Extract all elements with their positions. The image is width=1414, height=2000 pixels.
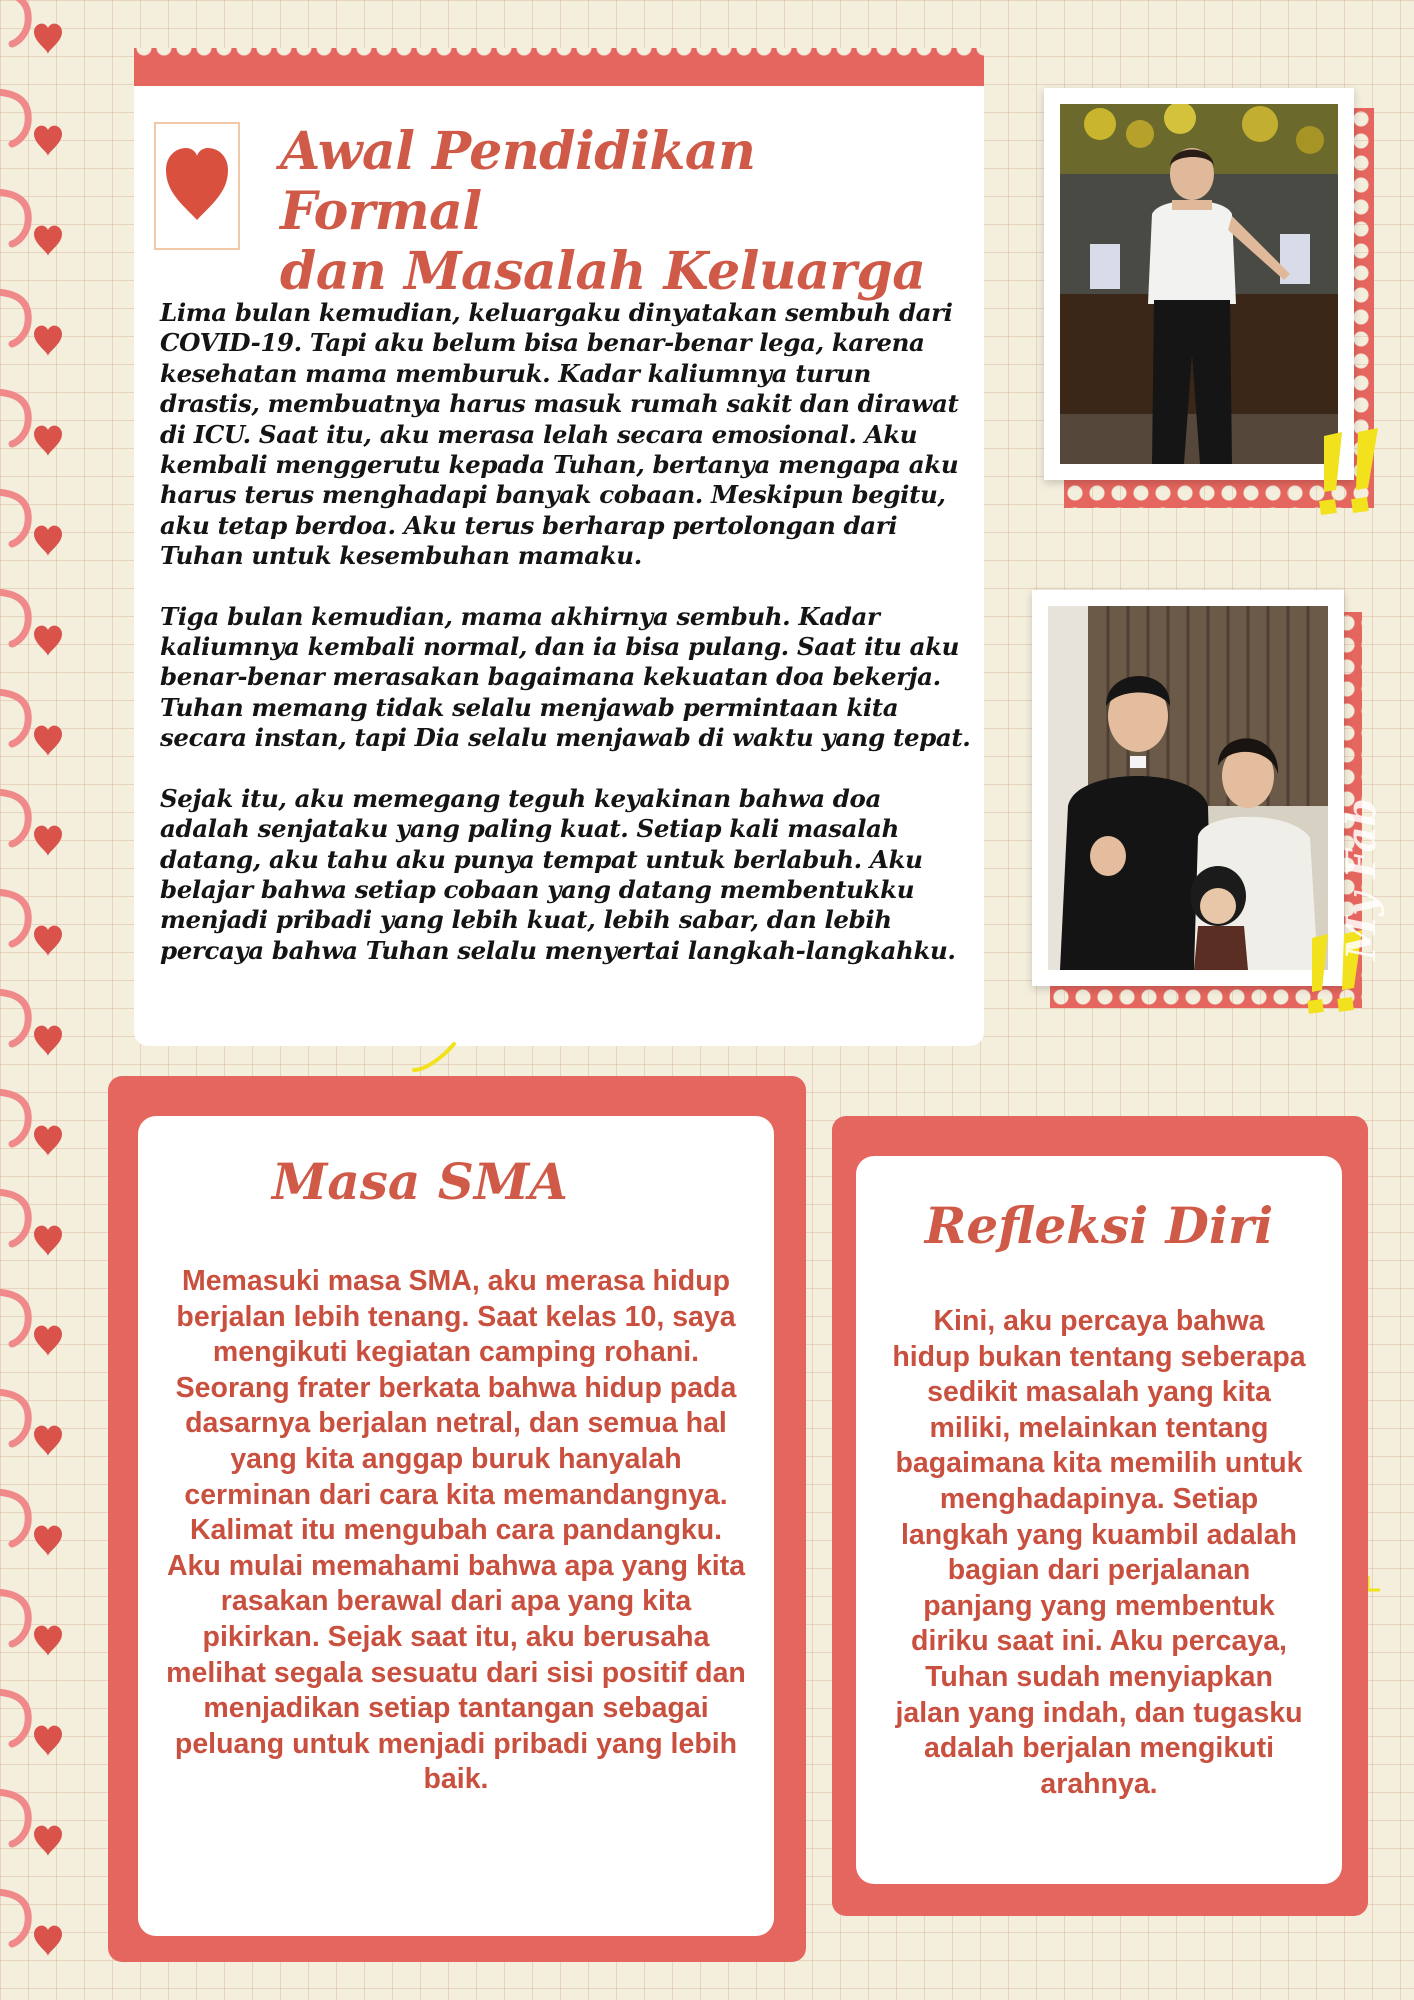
yellow-mark-doodle xyxy=(1366,1572,1382,1594)
main-story-card xyxy=(134,48,984,1046)
story-body xyxy=(160,298,972,996)
sma-title: Masa SMA xyxy=(272,1152,568,1211)
card-scallop-edge xyxy=(134,48,984,62)
sma-section xyxy=(108,1076,806,1962)
title-line-2: dan Masalah Keluarga xyxy=(280,241,926,302)
story-paragraph-2: Tiga bulan kemudian, mama akhirnya sembuh. Kadar kaliumnya kembali normal, dan ia bisa pulang. Saat itu aku benar-benar merasakan bagaimana kekuatan doa bekerja. Tuhan memang tidak selalu menjawab permintaan kita secara instan, tapi Dia selalu menjawab di waktu yang tepat. xyxy=(160,601,971,753)
yellow-squiggle-doodle xyxy=(410,1040,460,1076)
photo-2-image xyxy=(1048,606,1328,970)
sma-text: Memasuki masa SMA, aku merasa hidup berjalan lebih tenang. Saat kelas 10, saya mengikuti kegiatan camping rohani. Seorang frater berkata bahwa hidup pada dasarnya berjalan netral, dan semua hal yang kita anggap buruk hanyalah cerminan dari cara kita memandangnya. Kalimat itu mengubah cara pandangku. Aku mulai memahami bahwa apa yang kita rasakan berawal dari apa yang kita pikirkan. Sejak saat itu, aku berusaha melihat segala sesuatu dari sisi positif dan menjadikan setiap tantangan sebagai peluang untuk menjadi pribadi yang lebih baik. xyxy=(166,1265,746,1796)
exclamation-doodle-1 xyxy=(1312,428,1392,524)
photo-1-frame xyxy=(1044,88,1354,480)
photo-1-image xyxy=(1060,104,1338,464)
watermark-text: My Fab xyxy=(1338,798,1385,960)
refleksi-card xyxy=(856,1156,1342,1884)
refleksi-text: Kini, aku percaya bahwa hidup bukan tentang seberapa sedikit masalah yang kita miliki, melainkan tentang bagaimana kita memilih untuk menghadapinya. Setiap langkah yang kuambil adalah bagian dari perjalanan panjang yang membentuk diriku saat ini. Aku percaya, Tuhan sudah menyiapkan jalan yang indah, dan tugasku adalah berjalan mengikuti arahnya. xyxy=(892,1305,1306,1800)
page-title xyxy=(280,122,970,302)
photo-2-frame xyxy=(1032,590,1344,986)
heart-icon-box xyxy=(154,122,240,250)
hearts-border-decoration xyxy=(0,0,90,2000)
photo-girl-standing xyxy=(1060,104,1338,464)
refleksi-section xyxy=(832,1116,1368,1916)
card-paper xyxy=(134,86,984,1046)
photo-priest-and-girl xyxy=(1048,606,1328,970)
sma-card xyxy=(138,1116,774,1936)
story-paragraph-3: Sejak itu, aku memegang teguh keyakinan bahwa doa adalah senjataku yang paling kuat. Setiap kali masalah datang, aku tahu aku punya tempat untuk berlabuh. Aku belajar bahwa setiap cobaan yang datang membentukku menjadi pribadi yang lebih kuat, lebih sabar, dan lebih percaya bahwa Tuhan selalu menyertai langkah-langkahku. xyxy=(160,783,956,965)
refleksi-title: Refleksi Diri xyxy=(924,1196,1274,1255)
title-line-1: Awal Pendidikan Formal xyxy=(280,121,756,242)
heart-icon xyxy=(156,124,238,248)
heart-row xyxy=(0,0,62,1956)
story-paragraph-1: Lima bulan kemudian, keluargaku dinyatakan sembuh dari COVID-19. Tapi aku belum bisa benar-benar lega, karena kesehatan mama memburuk. Kadar kaliumnya turun drastis, membuatnya harus masuk rumah sakit dan dirawat di ICU. Saat itu, aku merasa lelah secara emosional. Aku kembali menggerutu kepada Tuhan, bertanya mengapa aku harus terus menghadapi banyak cobaan. Meskipun begitu, aku tetap berdoa. Aku terus berharap pertolongan dari Tuhan untuk kesembuhan mamaku. xyxy=(160,298,959,571)
